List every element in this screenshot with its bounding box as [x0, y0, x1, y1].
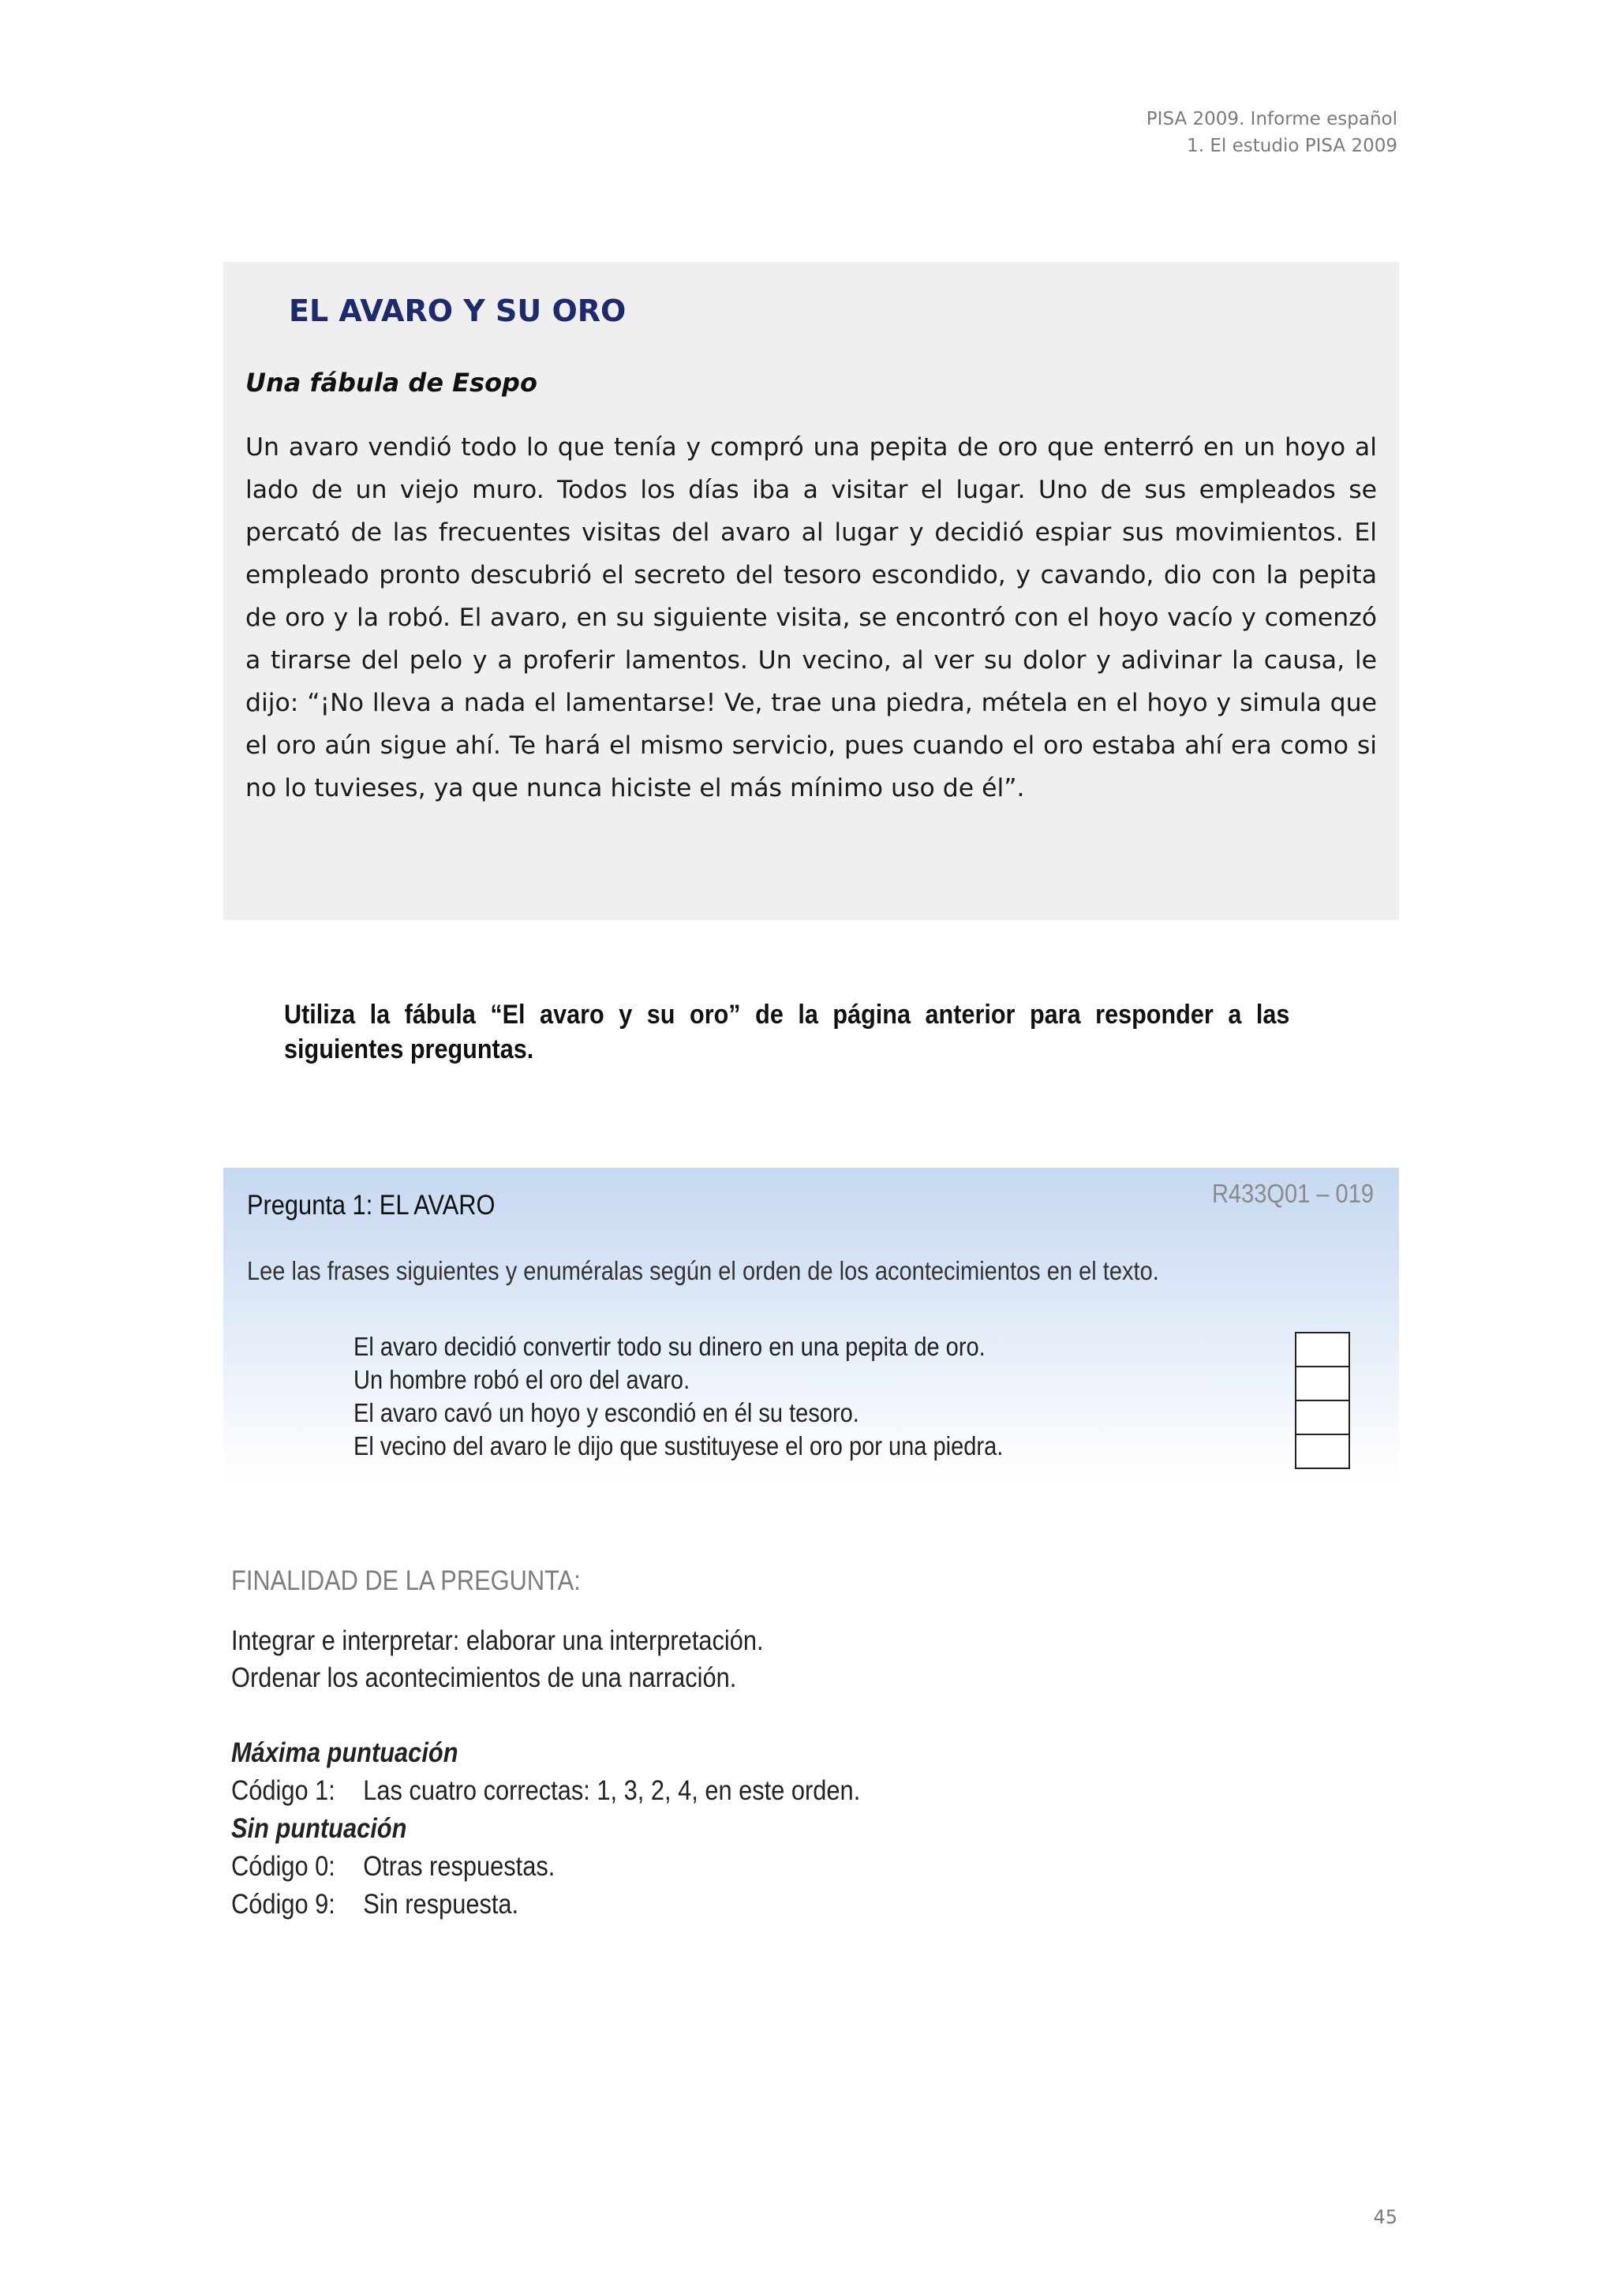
question-code: R433Q01 – 019: [1211, 1179, 1374, 1208]
answer-box-2[interactable]: [1295, 1366, 1350, 1400]
fable-title: EL AVARO Y SU ORO: [289, 294, 627, 328]
finalidad-line-1: Integrar e interpretar: elaborar una interpretación.: [231, 1625, 764, 1656]
fable-body: Un avaro vendió todo lo que tenía y compró una pepita de oro que enterró en un hoyo al lado de un viejo muro. Todos los días iba a visitar el lugar. Uno de sus empleados se percató de las frecuentes visitas del avaro al lugar y decidió espiar sus movimientos. El empleado pronto descubrió el secreto del tesoro escondido, y cavando, dio con la pepita de oro y la robó. El avaro, en su siguiente visita, se encontró con el hoyo vacío y comenzó a tirarse del pelo y a proferir lamentos. Un vecino, al ver su dolor y adivinar la causa, le dijo: “¡No lleva a nada el lamentarse! Ve, trae una piedra, métela en el hoyo y simula que el oro aún sigue ahí. Te hará el mismo servicio, pues cuando el oro estaba ahí era como si no lo tuvieses, ya que nunca hiciste el más mínimo uso de él”.: [245, 432, 1377, 802]
answer-box-4[interactable]: [1295, 1434, 1350, 1469]
no-score-label: Sin puntuación: [231, 1813, 407, 1844]
answer-box-3[interactable]: [1295, 1400, 1350, 1434]
fable-subtitle: Una fábula de Esopo: [245, 367, 537, 398]
header-line-2: 1. El estudio PISA 2009: [1187, 136, 1397, 156]
code0-label: Código 0:: [231, 1851, 335, 1882]
question-box: [223, 1168, 1399, 1483]
scoring-section: [231, 1734, 860, 1924]
code1-text: Las cuatro correctas: 1, 3, 2, 4, en este orden.: [363, 1775, 861, 1806]
code9-text: Sin respuesta.: [363, 1889, 519, 1920]
score-row-code1: [231, 1772, 860, 1810]
code0-text: Otras respuestas.: [363, 1851, 556, 1882]
score-row-code0: [231, 1848, 860, 1886]
score-row-code9: [231, 1886, 860, 1924]
answer-boxes: [1295, 1332, 1350, 1469]
instruction-text: Utiliza la fábula “El avaro y su oro” de la página anterior para responder a las siguientes preguntas.: [284, 1000, 1290, 1064]
question-item: El avaro decidió convertir todo su dinero en una pepita de oro.: [354, 1332, 986, 1361]
code9-label: Código 9:: [231, 1889, 335, 1920]
finalidad-heading: FINALIDAD DE LA PREGUNTA:: [231, 1565, 581, 1596]
answer-box-1[interactable]: [1295, 1332, 1350, 1366]
finalidad-line-2: Ordenar los acontecimientos de una narración.: [231, 1662, 737, 1693]
question-prompt: Lee las frases siguientes y enuméralas según el orden de los acontecimientos en el texto.: [247, 1256, 1159, 1285]
question-item: El vecino del avaro le dijo que sustituyese el oro por una piedra.: [354, 1431, 1004, 1460]
question-item: Un hombre robó el oro del avaro.: [354, 1365, 690, 1394]
fable-box: [223, 262, 1399, 920]
question-items: [354, 1330, 1003, 1463]
question-item: El avaro cavó un hoyo y escondió en él su tesoro.: [354, 1398, 859, 1427]
header-line-1: PISA 2009. Informe español: [1146, 109, 1397, 129]
page-header: [1147, 106, 1397, 159]
page-number: 45: [1373, 2206, 1397, 2228]
question-title: Pregunta 1: EL AVARO: [247, 1190, 496, 1221]
finalidad-body: [231, 1622, 764, 1696]
code1-label: Código 1:: [231, 1775, 335, 1806]
max-score-label: Máxima puntuación: [231, 1737, 458, 1768]
